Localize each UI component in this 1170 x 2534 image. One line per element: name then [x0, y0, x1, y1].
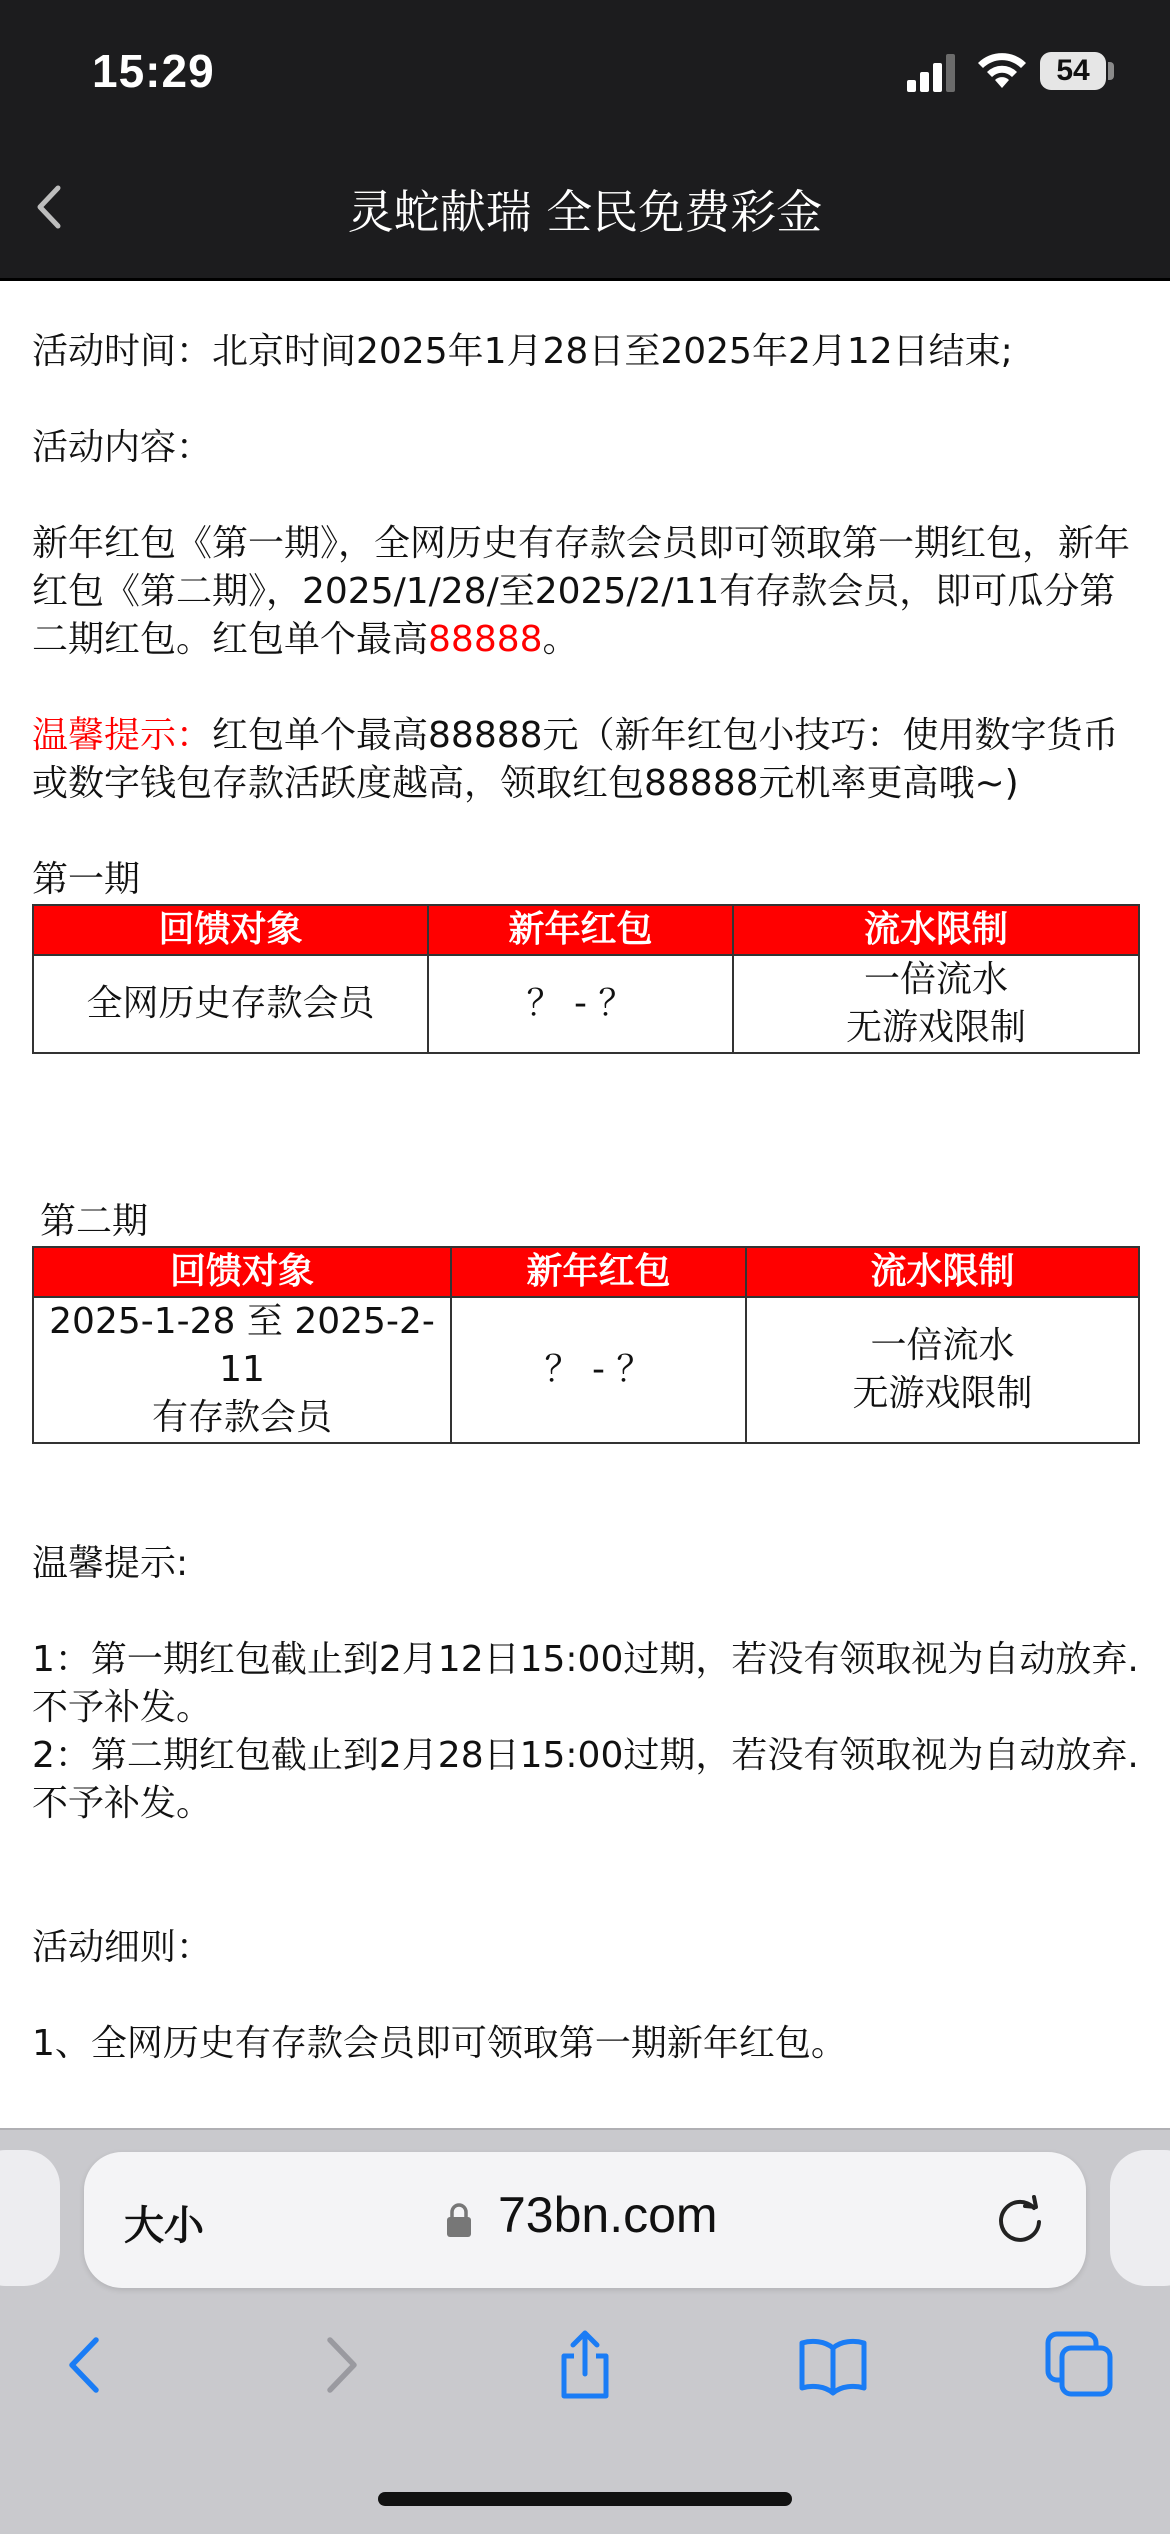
rule-item: 1、全网历史有存款会员即可领取第一期新年红包。: [32, 2023, 847, 2064]
period1-label: 第一期: [32, 859, 141, 900]
target-line: 2025-1-28 至 2025-2-11: [49, 1301, 435, 1390]
table-header: 回馈对象: [33, 1247, 451, 1297]
period2-label: 第二期: [40, 1201, 149, 1242]
rules-label: 活动细则：: [32, 1927, 213, 1968]
nav-forward-icon[interactable]: [304, 2330, 374, 2400]
page-header: [0, 140, 1170, 281]
table-header: 流水限制: [733, 905, 1139, 955]
notice-item: 2：第二期红包截止到2月28日15:00过期，若没有领取视为自动放弃.不予补发。: [32, 1735, 1139, 1824]
wifi-icon: [975, 48, 1029, 92]
tabs-icon[interactable]: [1044, 2330, 1114, 2400]
period2-table: [32, 1246, 1140, 1444]
home-indicator: [378, 2492, 792, 2506]
address-bar[interactable]: [84, 2152, 1086, 2288]
period1-table: [32, 904, 1140, 1054]
limit-line: 无游戏限制: [852, 1373, 1033, 1414]
limit-line: 一倍流水: [870, 1325, 1015, 1366]
battery-indicator: 54: [1040, 52, 1106, 90]
notice-label: 温馨提示:: [32, 1543, 189, 1584]
nav-back-icon[interactable]: [52, 2330, 122, 2400]
activity-description: [32, 520, 1142, 664]
warm-tip: [32, 712, 1142, 808]
table-header: 回馈对象: [33, 905, 428, 955]
description-text: 新年红包《第一期》，全网历史有存款会员即可领取第一期红包，新年红包《第二期》，2025/1/28/至2025/2/11有存款会员，即可瓜分第二期红包。红包单个最高: [32, 523, 1131, 660]
table-header-row: [33, 1247, 1139, 1297]
page-title: 灵蛇献瑞 全民免费彩金: [347, 185, 823, 239]
status-bar: [0, 0, 1170, 140]
url-text[interactable]: 73bn.com: [498, 2187, 718, 2243]
article-content: [32, 280, 1142, 2068]
text-size-button[interactable]: 大小: [124, 2203, 204, 2249]
table-cell-bonus: ？ - ？: [428, 955, 733, 1053]
status-time: 15:29: [92, 45, 215, 97]
warm-tip-label: 温馨提示：: [32, 715, 213, 756]
bookmarks-icon[interactable]: [798, 2330, 868, 2400]
table-header: 新年红包: [428, 905, 733, 955]
previous-tab-preview[interactable]: [0, 2150, 60, 2286]
battery-tip: [1108, 62, 1114, 80]
activity-time: 活动时间：北京时间2025年1月28日至2025年2月12日结束;: [32, 331, 1013, 372]
table-cell-target: 全网历史存款会员: [33, 955, 428, 1053]
next-tab-preview[interactable]: [1110, 2150, 1170, 2286]
signal-icon: [905, 52, 959, 92]
table-row: [33, 1297, 1139, 1443]
activity-content-label: 活动内容：: [32, 427, 213, 468]
max-bonus-highlight: 88888: [428, 619, 543, 660]
limit-line: 无游戏限制: [845, 1007, 1026, 1048]
table-header-row: [33, 905, 1139, 955]
notice-item: 1：第一期红包截止到2月12日15:00过期，若没有领取视为自动放弃.不予补发。: [32, 1639, 1139, 1728]
table-row: [33, 955, 1139, 1053]
table-cell-target: [33, 1297, 451, 1443]
lock-icon: [446, 2202, 472, 2238]
share-icon[interactable]: [550, 2330, 620, 2400]
table-cell-limit: [733, 955, 1139, 1053]
table-cell-bonus: ？ - ？: [451, 1297, 746, 1443]
target-line: 有存款会员: [151, 1397, 332, 1438]
reload-icon[interactable]: [994, 2194, 1046, 2246]
warm-tip-text: 红包单个最高88888元（新年红包小技巧：使用数字货币或数字钱包存款活跃度越高，领取红包88888元机率更高哦~): [32, 715, 1119, 804]
table-cell-limit: [746, 1297, 1139, 1443]
table-header: 新年红包: [451, 1247, 746, 1297]
limit-line: 一倍流水: [863, 959, 1008, 1000]
description-end: 。: [542, 619, 579, 660]
table-header: 流水限制: [746, 1247, 1139, 1297]
